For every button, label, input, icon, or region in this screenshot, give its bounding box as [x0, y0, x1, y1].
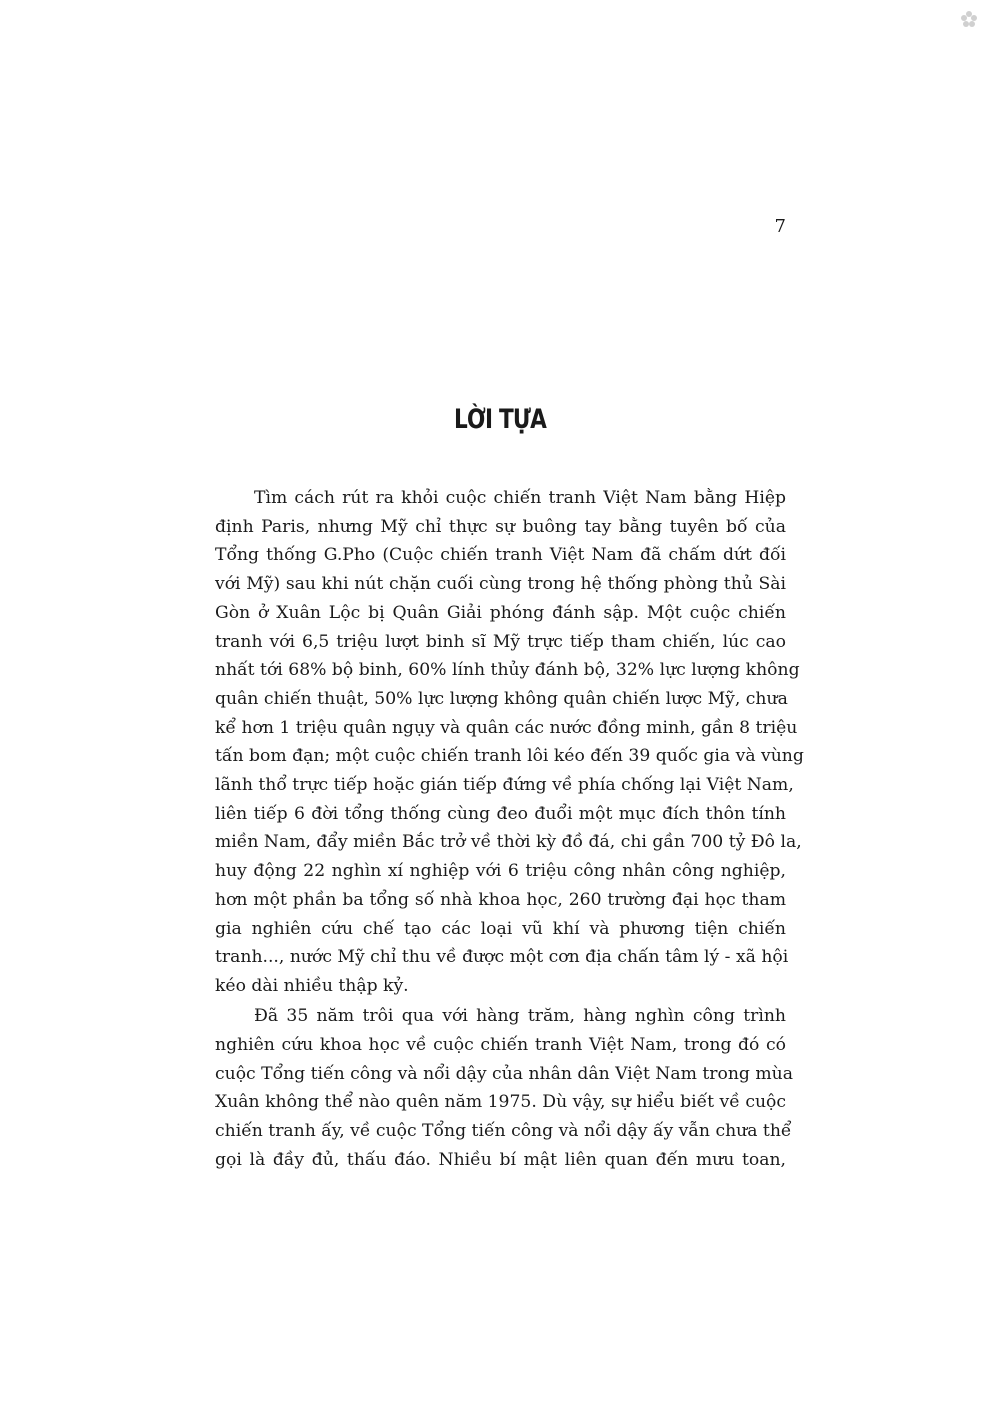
text-line: kể hơn 1 triệu quân ngụy và quân các nước đồng minh, gần 8 triệu	[215, 717, 798, 738]
body-text	[215, 484, 804, 1174]
text-line: gọi là đầy đủ, thấu đáo. Nhiều bí mật liên quan đến mưu toan,	[215, 1149, 786, 1170]
paragraph	[215, 484, 804, 1001]
text-line: Đã 35 năm trôi qua với hàng trăm, hàng nghìn công trình	[254, 1006, 786, 1027]
text-line: nghiên cứu khoa học về cuộc chiến tranh Việt Nam, trong đó có	[215, 1034, 786, 1055]
chapter-title: LỜI TỰA	[453, 404, 547, 435]
text-line: liên tiếp 6 đời tổng thống cùng đeo đuổi một mục đích thôn tính	[215, 803, 786, 824]
watermark-flower-icon	[960, 10, 978, 28]
text-line: Gòn ở Xuân Lộc bị Quân Giải phóng đánh sập. Một cuộc chiến	[215, 602, 786, 623]
text-line: lãnh thổ trực tiếp hoặc gián tiếp đứng về phía chống lại Việt Nam,	[215, 775, 794, 796]
text-line: cuộc Tổng tiến công và nổi dậy của nhân dân Việt Nam trong mùa	[215, 1063, 793, 1084]
text-line: chiến tranh ấy, về cuộc Tổng tiến công và nổi dậy ấy vẫn chưa thể	[215, 1121, 792, 1142]
page-number: 7	[774, 216, 786, 237]
text-line: Tìm cách rút ra khỏi cuộc chiến tranh Việt Nam bằng Hiệp	[254, 488, 786, 508]
text-line: quân chiến thuật, 50% lực lượng không quân chiến lược Mỹ, chưa	[215, 688, 788, 709]
text-line: tranh..., nước Mỹ chỉ thu về được một cơn địa chấn tâm lý - xã hội	[215, 947, 789, 968]
text-line: với Mỹ) sau khi nút chặn cuối cùng trong hệ thống phòng thủ Sài	[215, 574, 786, 595]
text-line: kéo dài nhiều thập kỷ.	[215, 975, 409, 996]
text-line: tấn bom đạn; một cuộc chiến tranh lôi kéo đến 39 quốc gia và vùng	[215, 746, 804, 767]
text-line: nhất tới 68% bộ binh, 60% lính thủy đánh bộ, 32% lực lượng không	[215, 660, 800, 681]
text-line: Tổng thống G.Pho (Cuộc chiến tranh Việt Nam đã chấm dứt đối	[215, 545, 786, 566]
text-line: tranh với 6,5 triệu lượt binh sĩ Mỹ trực tiếp tham chiến, lúc cao	[215, 631, 786, 652]
text-line: hơn một phần ba tổng số nhà khoa học, 260 trường đại học tham	[215, 889, 786, 910]
paragraph	[215, 1002, 793, 1174]
text-line: huy động 22 nghìn xí nghiệp với 6 triệu công nhân công nghiệp,	[215, 861, 786, 882]
text-line: định Paris, nhưng Mỹ chỉ thực sự buông tay bằng tuyên bố của	[215, 516, 786, 537]
text-line: Xuân không thể nào quên năm 1975. Dù vậy, sự hiểu biết về cuộc	[215, 1092, 786, 1113]
text-line: miền Nam, đẩy miền Bắc trở về thời kỳ đồ đá, chi gần 700 tỷ Đô la,	[215, 832, 802, 853]
text-line: gia nghiên cứu chế tạo các loại vũ khí và phương tiện chiến	[215, 918, 786, 939]
